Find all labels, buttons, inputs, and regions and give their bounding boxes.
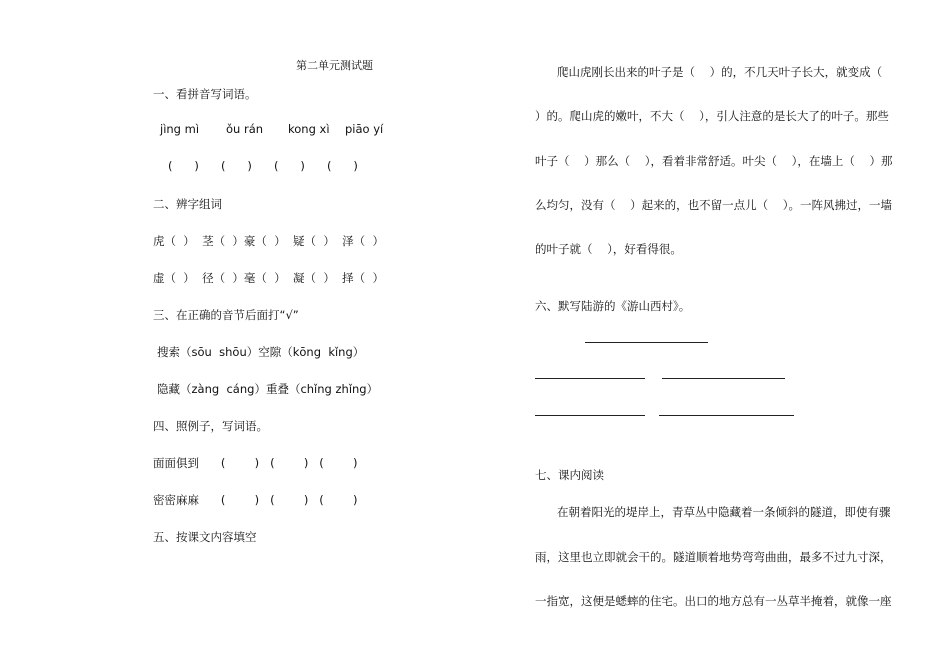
section-5-heading: 五、按课文内容填空 (153, 530, 257, 544)
poem-answer-line[interactable] (535, 415, 645, 416)
answer-blank[interactable]: ( ) (221, 159, 252, 173)
poem-answer-line[interactable] (535, 378, 645, 379)
pinyin-item: ǒu rán (226, 122, 264, 136)
word-pair-row: 虚（ ） 径（ ）毫（ ） 凝（ ） 择（ ） (153, 271, 384, 285)
fill-paragraph-line: 的叶子就（ ），好看得很。 (535, 242, 682, 256)
section-6-heading: 六、默写陆游的《游山西村》。 (535, 299, 691, 313)
section-2-heading: 二、辨字组词 (153, 197, 222, 211)
pinyin-item: piāo yí (345, 122, 384, 136)
fill-paragraph-line: ）的。爬山虎的嫩叶，不大（ ），引人注意的是长大了的叶子。那些 (535, 109, 889, 123)
poem-title-line[interactable] (585, 342, 708, 343)
poem-answer-line[interactable] (659, 415, 794, 416)
fill-paragraph-line: 叶子（ ）那么（ ），看着非常舒适。叶尖（ ），在墙上（ ）那 (535, 154, 893, 168)
reading-passage-line: 在朝着阳光的堤岸上，青草丛中隐藏着一条倾斜的隧道，即使有骤 (557, 505, 891, 519)
word-pair-row: 虎（ ） 茎（ ）豪（ ） 疑（ ） 泽（ ） (153, 234, 384, 248)
fill-paragraph-line: 么均匀，没有（ ）起来的，也不留一点儿（ ）。一阵风拂过，一墙 (535, 198, 892, 212)
page-title: 第二单元测试题 (296, 59, 373, 72)
pinyin-item: kong xì (288, 122, 330, 136)
example-row: 密密麻麻 ( ) ( ) ( ) (153, 493, 358, 507)
answer-blank[interactable]: ( ) (274, 159, 305, 173)
example-row: 面面俱到 ( ) ( ) ( ) (153, 456, 358, 470)
section-3-heading: 三、在正确的音节后面打“√” (153, 308, 299, 322)
section-4-heading: 四、照例子，写词语。 (153, 419, 268, 433)
fill-paragraph-line: 爬山虎刚长出来的叶子是（ ）的，不几天叶子长大，就变成（ (557, 65, 883, 79)
reading-passage-line: 雨，这里也立即就会干的。隧道顺着地势弯弯曲曲，最多不过九寸深， (535, 550, 892, 564)
answer-blank[interactable]: ( ) (327, 159, 358, 173)
syllable-choice-row: 搜索（sōu shōu）空隙（kōng kǐng） (157, 345, 365, 359)
pinyin-item: jìng mì (160, 122, 200, 136)
answer-blank[interactable]: ( ) (168, 159, 199, 173)
reading-passage-line: 一指宽，这便是蟋蟀的住宅。出口的地方总有一丛草半掩着，就像一座 (535, 594, 892, 608)
section-1-heading: 一、看拼音写词语。 (153, 87, 257, 101)
syllable-choice-row: 隐藏（zàng cáng）重叠（chǐng zhǐng） (157, 382, 379, 396)
poem-answer-line[interactable] (662, 378, 785, 379)
section-7-heading: 七、课内阅读 (535, 468, 604, 482)
